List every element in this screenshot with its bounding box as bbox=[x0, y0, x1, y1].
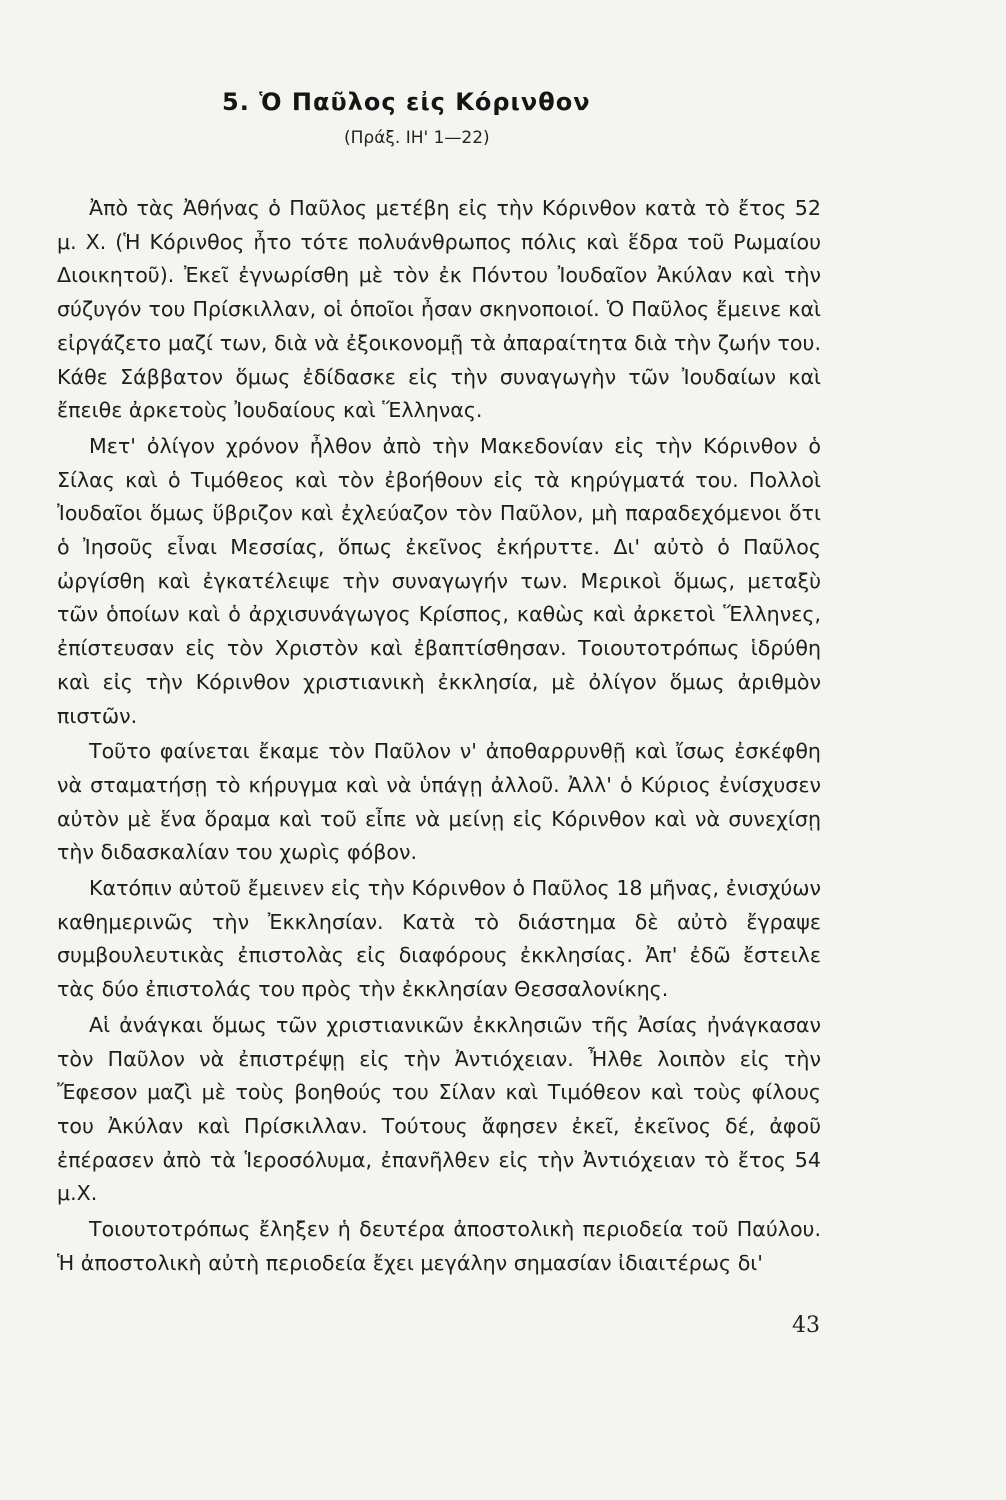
chapter-heading: 5. Ὁ Παῦλος εἰς Κόρινθον bbox=[222, 88, 591, 116]
body-text bbox=[57, 192, 821, 1281]
page-number: 43 bbox=[792, 1313, 820, 1338]
paragraph-2: Μετ' ὀλίγον χρόνον ἦλθον ἀπὸ τὴν Μακεδονίαν εἰς τὴν Κόρινθον ὁ Σίλας καὶ ὁ Τιμόθεος καὶ τὸν ἐβοήθουν εἰς τὰ κηρύγματά του. Πολλοὶ Ἰουδαῖοι ὅμως ὕβριζον καὶ ἐχλεύαζον τὸν Παῦλον, μὴ παραδεχόμενοι ὅτι ὁ Ἰησοῦς εἶναι Μεσσίας, ὅπως ἐκεῖνος ἐκήρυττε. Δι' αὐτὸ ὁ Παῦλος ὠργίσθη καὶ ἐγκατέλειψε τὴν συναγωγήν των. Μερικοὶ ὅμως, μεταξὺ τῶν ὁποίων καὶ ὁ ἀρχισυνάγωγος Κρίσπος, καθὼς καὶ ἀρκετοὶ Ἕλληνες, ἐπίστευσαν εἰς τὸν Χριστὸν καὶ ἐβαπτίσθησαν. Τοιουτοτρόπως ἱδρύθη καὶ εἰς τὴν Κόρινθον χριστιανικὴ ἐκκλησία, μὲ ὀλίγον ὅμως ἀριθμὸν πιστῶν. bbox=[57, 433, 821, 728]
paragraph-6: Τοιουτοτρόπως ἔληξεν ἡ δευτέρα ἀποστολικὴ περιοδεία τοῦ Παύλου. Ἡ ἀποστολικὴ αὐτὴ περιοδεία ἔχει μεγάλην σημασίαν ἰδιαιτέρως δι' bbox=[57, 1217, 821, 1275]
paragraph-5: Αἱ ἀνάγκαι ὅμως τῶν χριστιανικῶν ἐκκλησιῶν τῆς Ἀσίας ἠνάγκασαν τὸν Παῦλον νὰ ἐπιστρέψῃ εἰς τὴν Ἀντιόχειαν. Ἦλθε λοιπὸν εἰς τὴν Ἔφεσον μαζὶ μὲ τοὺς βοηθούς του Σίλαν καὶ Τιμόθεον καὶ τοὺς φίλους του Ἀκύλαν καὶ Πρίσκιλλαν. Τούτους ἄφησεν ἐκεῖ, ἐκεῖνος δέ, ἀφοῦ ἐπέρασεν ἀπὸ τὰ Ἱεροσόλυμα, ἐπανῆλθεν εἰς τὴν Ἀντιόχειαν τὸ ἔτος 54 μ.Χ. bbox=[57, 1012, 821, 1206]
scripture-reference: (Πράξ. ΙΗ' 1—22) bbox=[344, 128, 490, 148]
paragraph-3: Τοῦτο φαίνεται ἔκαμε τὸν Παῦλον ν' ἀποθαρρυνθῇ καὶ ἴσως ἐσκέφθη νὰ σταματήσῃ τὸ κήρυγμα καὶ νὰ ὑπάγῃ ἀλλοῦ. Ἀλλ' ὁ Κύριος ἐνίσχυσεν αὐτὸν μὲ ἕνα ὅραμα καὶ τοῦ εἶπε νὰ μείνῃ εἰς Κόρινθον καὶ νὰ συνεχίσῃ τὴν διδασκαλίαν του χωρὶς φόβον. bbox=[57, 739, 821, 865]
paragraph-1: Ἀπὸ τὰς Ἀθήνας ὁ Παῦλος μετέβη εἰς τὴν Κόρινθον κατὰ τὸ ἔτος 52 μ. Χ. (Ἡ Κόρινθος ἦτο τότε πολυάνθρωπος πόλις καὶ ἕδρα τοῦ Ρωμαίου Διοικητοῦ). Ἐκεῖ ἐγνωρίσθη μὲ τὸν ἐκ Πόντου Ἰουδαῖον Ἀκύλαν καὶ τὴν σύζυγόν του Πρίσκιλλαν, οἱ ὁποῖοι ἦσαν σκηνοποιοί. Ὁ Παῦλος ἔμεινε καὶ εἰργάζετο μαζί των, διὰ νὰ ἐξοικονομῇ τὰ ἀπαραίτητα διὰ τὴν ζωήν του. Κάθε Σάββατον ὅμως ἐδίδασκε εἰς τὴν συναγωγὴν τῶν Ἰουδαίων καὶ ἔπειθε ἀρκετοὺς Ἰουδαίους καὶ Ἕλληνας. bbox=[57, 196, 821, 423]
paragraph-4: Κατόπιν αὐτοῦ ἔμεινεν εἰς τὴν Κόρινθον ὁ Παῦλος 18 μῆνας, ἐνισχύων καθημερινῶς τὴν Ἐκκλησίαν. Κατὰ τὸ διάστημα δὲ αὐτὸ ἔγραψε συμβουλευτικὰς ἐπιστολὰς εἰς διαφόρους ἐκκλησίας. Ἀπ' ἐδῶ ἔστειλε τὰς δύο ἐπιστολάς του πρὸς τὴν ἐκκλησίαν Θεσσαλονίκης. bbox=[57, 876, 821, 1002]
